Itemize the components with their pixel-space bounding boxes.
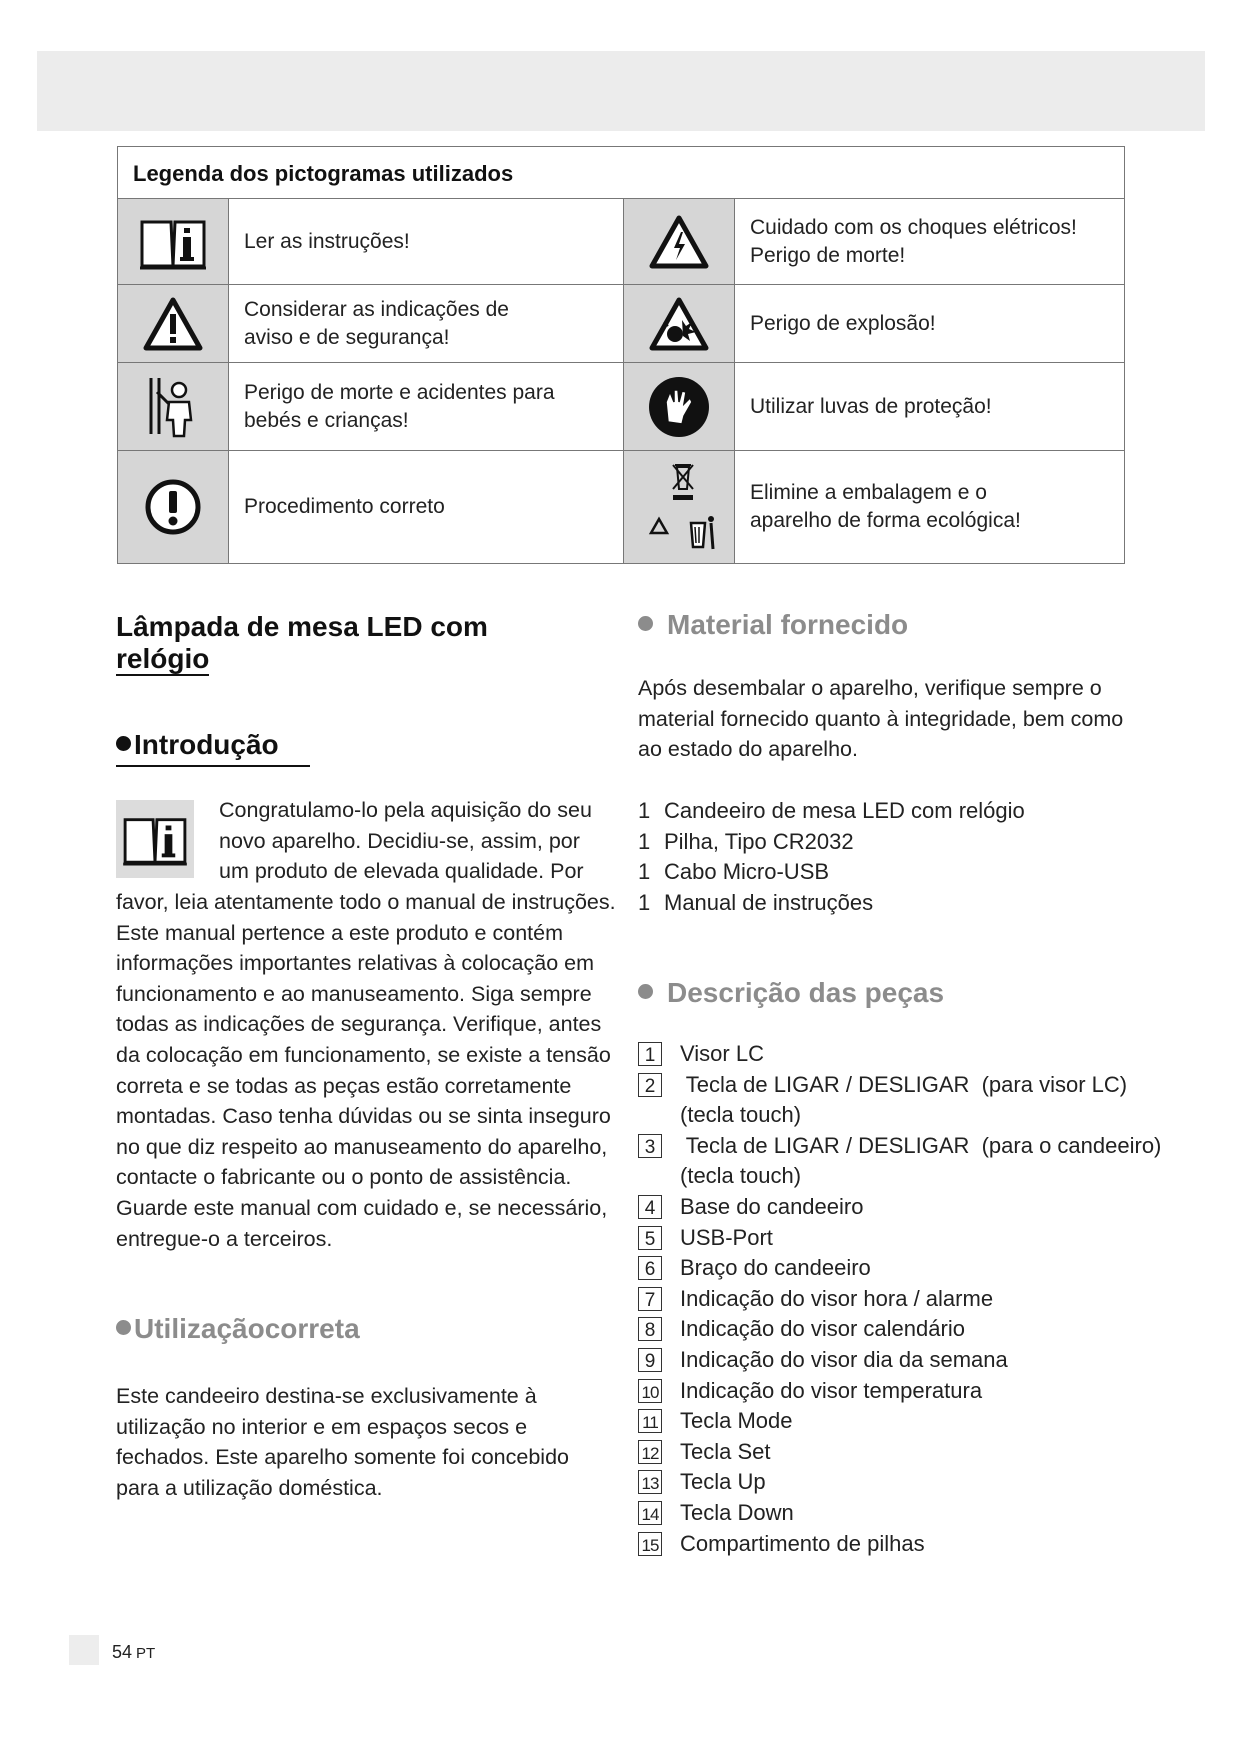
part-label: Tecla Down xyxy=(680,1499,794,1525)
part-item xyxy=(638,1223,1158,1254)
item-name: Manual de instruções xyxy=(664,889,874,915)
product-title: Lâmpada de mesa LED com relógio xyxy=(116,611,488,674)
item-quantity: 1 xyxy=(638,798,651,823)
part-number: 10 xyxy=(638,1379,662,1403)
part-item xyxy=(638,1467,1158,1498)
part-number: 8 xyxy=(638,1317,662,1341)
electric-shock-warning-icon xyxy=(623,199,735,284)
part-label: Base do candeeiro xyxy=(680,1193,864,1219)
part-number: 2 xyxy=(638,1073,662,1097)
footer-marker xyxy=(69,1635,99,1665)
part-label: USB-Port xyxy=(680,1224,773,1250)
part-number: 9 xyxy=(638,1348,662,1372)
part-item xyxy=(638,1070,1158,1131)
usage-text: Este candeeiro destina-se exclusivamente à utilização no interior e em espaços secos e fechados. Este aparelho somente foi concebido para a utilização doméstica. xyxy=(116,1384,569,1500)
part-number: 3 xyxy=(638,1134,662,1158)
item-name: Cabo Micro-USB xyxy=(664,859,830,885)
legend-text: Elimine a embalagem e o aparelho de forma ecológica! xyxy=(750,481,1021,532)
page-footer xyxy=(112,1642,155,1663)
part-number: 7 xyxy=(638,1287,662,1311)
legend-row xyxy=(118,363,1124,451)
parts-list xyxy=(638,1039,1162,1559)
item-quantity: 1 xyxy=(638,828,651,854)
part-number: 5 xyxy=(638,1226,662,1250)
legend-text: Procedimento correto xyxy=(244,495,445,518)
bullet-icon xyxy=(638,616,653,631)
intro-text: favor, leia atentamente todo o manual de instruções. Este manual pertence a este produto e contém informações importantes relativas à colocação em funcionamento e ao manuseamento. Siga sempre todas as indicações de segurança. Verifique, antes da colocação em funcionamento, se existe a tensão correta e se todas as peças estão corretamente montadas. Caso tenha dúvidas ou se sinta inseguro no que diz respeito ao manuseamento do aparelho, contacte o fabricante ou o ponto de assistência. Guarde este manual com cuidado e, se necessário, entregue-o a terceiros. xyxy=(116,890,616,1251)
part-label: Tecla Set xyxy=(680,1438,771,1464)
warning-triangle-icon xyxy=(118,285,229,362)
heading-underline xyxy=(116,765,310,767)
legend-row xyxy=(118,285,1124,363)
part-number: 12 xyxy=(638,1440,662,1464)
read-instructions-icon xyxy=(118,199,229,284)
child-danger-icon xyxy=(118,363,229,450)
usage-heading: Utilizaçãocorreta xyxy=(116,1313,360,1345)
legend-text: Considerar as indicações de aviso e de segurança! xyxy=(244,297,509,349)
part-number: 4 xyxy=(638,1195,662,1219)
part-item xyxy=(638,1192,1158,1223)
part-label: Indicação do visor hora / alarme xyxy=(680,1285,994,1311)
part-number: 15 xyxy=(638,1532,662,1556)
part-number: 11 xyxy=(638,1409,662,1433)
part-label: Indicação do visor calendário xyxy=(680,1316,965,1342)
part-item xyxy=(638,1437,1158,1468)
parts-heading: Descrição das peças xyxy=(638,977,944,1009)
part-item xyxy=(638,1406,1158,1437)
part-label: Indicação do visor dia da semana xyxy=(680,1346,1008,1372)
legend-row xyxy=(118,451,1124,563)
legend-text: Cuidado com os choques elétricos! Perigo de morte! xyxy=(750,215,1077,267)
part-label: Tecla de LIGAR / DESLIGAR (para visor LC) xyxy=(680,1071,1128,1097)
recycling-disposal-icon xyxy=(623,451,735,563)
bullet-icon xyxy=(638,984,653,999)
intro-text-first: Congratulamo-lo pela aquisição do seu novo aparelho. Decidiu-se, assim, por um produto de elevada qualidade. Por xyxy=(219,798,592,884)
bullet-icon xyxy=(116,1320,131,1335)
part-item xyxy=(638,1529,1158,1560)
part-label: Tecla Mode xyxy=(680,1408,793,1434)
part-item xyxy=(638,1345,1158,1376)
part-number: 14 xyxy=(638,1501,662,1525)
part-sublabel: (tecla touch) xyxy=(680,1163,802,1189)
supplied-item xyxy=(638,827,1025,858)
legend-text: Perigo de morte e acidentes para bebés e crianças! xyxy=(244,380,555,432)
legend-row xyxy=(118,199,1124,285)
supplied-item xyxy=(638,888,1025,919)
item-quantity: 1 xyxy=(638,889,651,915)
supplied-text: Após desembalar o aparelho, verifique sempre o material fornecido quanto à integridade, bem como ao estado do aparelho. xyxy=(638,676,1124,762)
read-instructions-icon xyxy=(116,800,194,878)
item-name: Pilha, Tipo CR2032 xyxy=(664,828,854,854)
part-item xyxy=(638,1284,1158,1315)
supplied-item xyxy=(638,857,1025,888)
legend-title: Legenda dos pictogramas utilizados xyxy=(118,147,1124,199)
bullet-icon xyxy=(116,736,131,751)
part-label: Braço do candeeiro xyxy=(680,1255,871,1281)
part-label: Indicação do visor temperatura xyxy=(680,1377,983,1403)
item-name: Candeeiro de mesa LED com relógio xyxy=(664,798,1025,823)
part-item xyxy=(638,1376,1158,1407)
legend-text: Ler as instruções! xyxy=(244,229,410,253)
part-item xyxy=(638,1253,1158,1284)
part-sublabel: (tecla touch) xyxy=(680,1102,802,1128)
part-label: Tecla Up xyxy=(680,1469,766,1495)
part-label: Visor LC xyxy=(680,1041,764,1066)
part-label: Tecla de LIGAR / DESLIGAR (para o candeeiro) xyxy=(680,1132,1162,1158)
part-item xyxy=(638,1314,1158,1345)
part-number: 6 xyxy=(638,1256,662,1280)
intro-heading: Introdução xyxy=(116,729,279,761)
protective-gloves-icon xyxy=(623,363,735,450)
correct-procedure-icon xyxy=(118,451,229,563)
part-item xyxy=(638,1131,1162,1192)
language-code: PT xyxy=(136,1645,156,1662)
part-number: 1 xyxy=(638,1042,662,1066)
supplied-list xyxy=(638,796,1025,918)
pictogram-legend-table xyxy=(117,146,1125,564)
supplied-item xyxy=(638,796,1025,827)
item-quantity: 1 xyxy=(638,859,651,885)
part-number: 13 xyxy=(638,1470,662,1494)
legend-text: Utilizar luvas de proteção! xyxy=(750,394,992,418)
part-item xyxy=(638,1498,1158,1529)
part-label: Compartimento de pilhas xyxy=(680,1530,925,1556)
page-number: 54 xyxy=(112,1642,133,1662)
header-band xyxy=(37,51,1205,131)
part-item xyxy=(638,1039,1158,1070)
supplied-heading: Material fornecido xyxy=(638,609,908,641)
legend-text: Perigo de explosão! xyxy=(750,311,936,335)
explosion-warning-icon xyxy=(623,285,735,362)
